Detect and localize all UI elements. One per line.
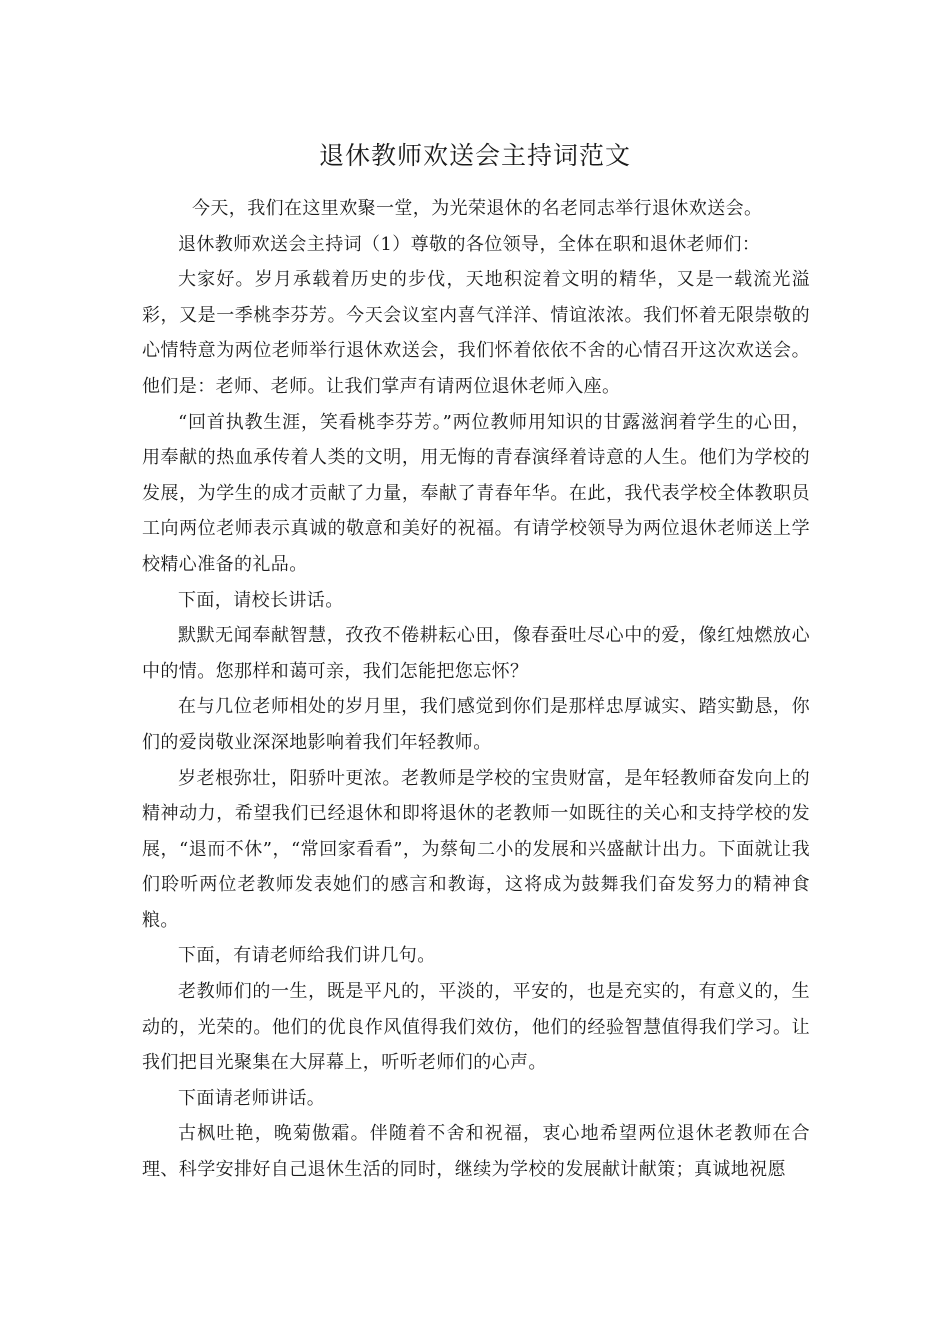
paragraph: 下面，有请老师给我们讲几句。: [178, 945, 436, 967]
paragraph: 在与几位老师相处的岁月里，我们感觉到你们是那样忠厚诚实、踏实勤恳，你们的爱岗敬业深深地影响着我们年轻教师。: [142, 696, 810, 753]
paragraph: 今天，我们在这里欢聚一堂，为光荣退休的名老同志举行退休欢送会。: [192, 198, 763, 219]
paragraph: 老教师们的一生，既是平凡的，平淡的，平安的，也是充实的，有意义的，生动的，光荣的。他们的优良作风值得我们效仿，他们的经验智慧值得我们学习。让我们把目光聚集在大屏幕上，听听老师们的心声。: [142, 981, 810, 1074]
document-title: 退休教师欢送会主持词范文: [318, 141, 631, 170]
paragraph: 岁老根弥壮，阳骄叶更浓。老教师是学校的宝贵财富，是年轻教师奋发向上的精神动力，希望我们已经退休和即将退休的老教师一如既往的关心和支持学校的发展，“退而不休”，“常回家看看”，为蔡甸二小的发展和兴盛献计出力。下面就让我们聆听两位老教师发表她们的感言和教诲，这将成为鼓舞我们奋发努力的精神食粮。: [142, 767, 810, 931]
paragraph: 古枫吐艳，晚菊傲霜。伴随着不舍和祝福，衷心地希望两位退休老教师在合理、科学安排好自己退休生活的同时，继续为学校的发展献计献策；真诚地祝愿: [142, 1123, 810, 1181]
paragraph: 默默无闻奉献智慧，孜孜不倦耕耘心田，像春蚕吐尽心中的爱，像红烛燃放心中的情。您那样和蔼可亲，我们怎能把您忘怀？: [142, 625, 810, 682]
paragraph: 退休教师欢送会主持词（1）尊敬的各位领导，全体在职和退休老师们：: [178, 233, 761, 255]
paragraph: “回首执教生涯，笑看桃李芬芳。”两位教师用知识的甘露滋润着学生的心田，用奉献的热血承传着人类的文明，用无悔的青春演绎着诗意的人生。他们为学校的发展，为学生的成才贡献了力量，奉献了青春年华。在此，我代表学校全体教职员工向两位老师表示真诚的敬意和美好的祝福。有请学校领导为两位退休老师送上学校精心准备的礼品。: [142, 411, 810, 575]
paragraph: 大家好。岁月承载着历史的步伐，天地积淀着文明的精华，又是一载流光溢彩，又是一季桃李芬芳。今天会议室内喜气洋洋、情谊浓浓。我们怀着无限崇敬的心情特意为两位老师举行退休欢送会，我们怀着依依不舍的心情召开这次欢送会。他们是：老师、老师。让我们掌声有请两位退休老师入座。: [142, 269, 810, 397]
paragraph: 下面，请校长讲话。: [178, 589, 344, 611]
document-body: [142, 191, 810, 1188]
paragraph: 下面请老师讲话。: [178, 1087, 326, 1109]
